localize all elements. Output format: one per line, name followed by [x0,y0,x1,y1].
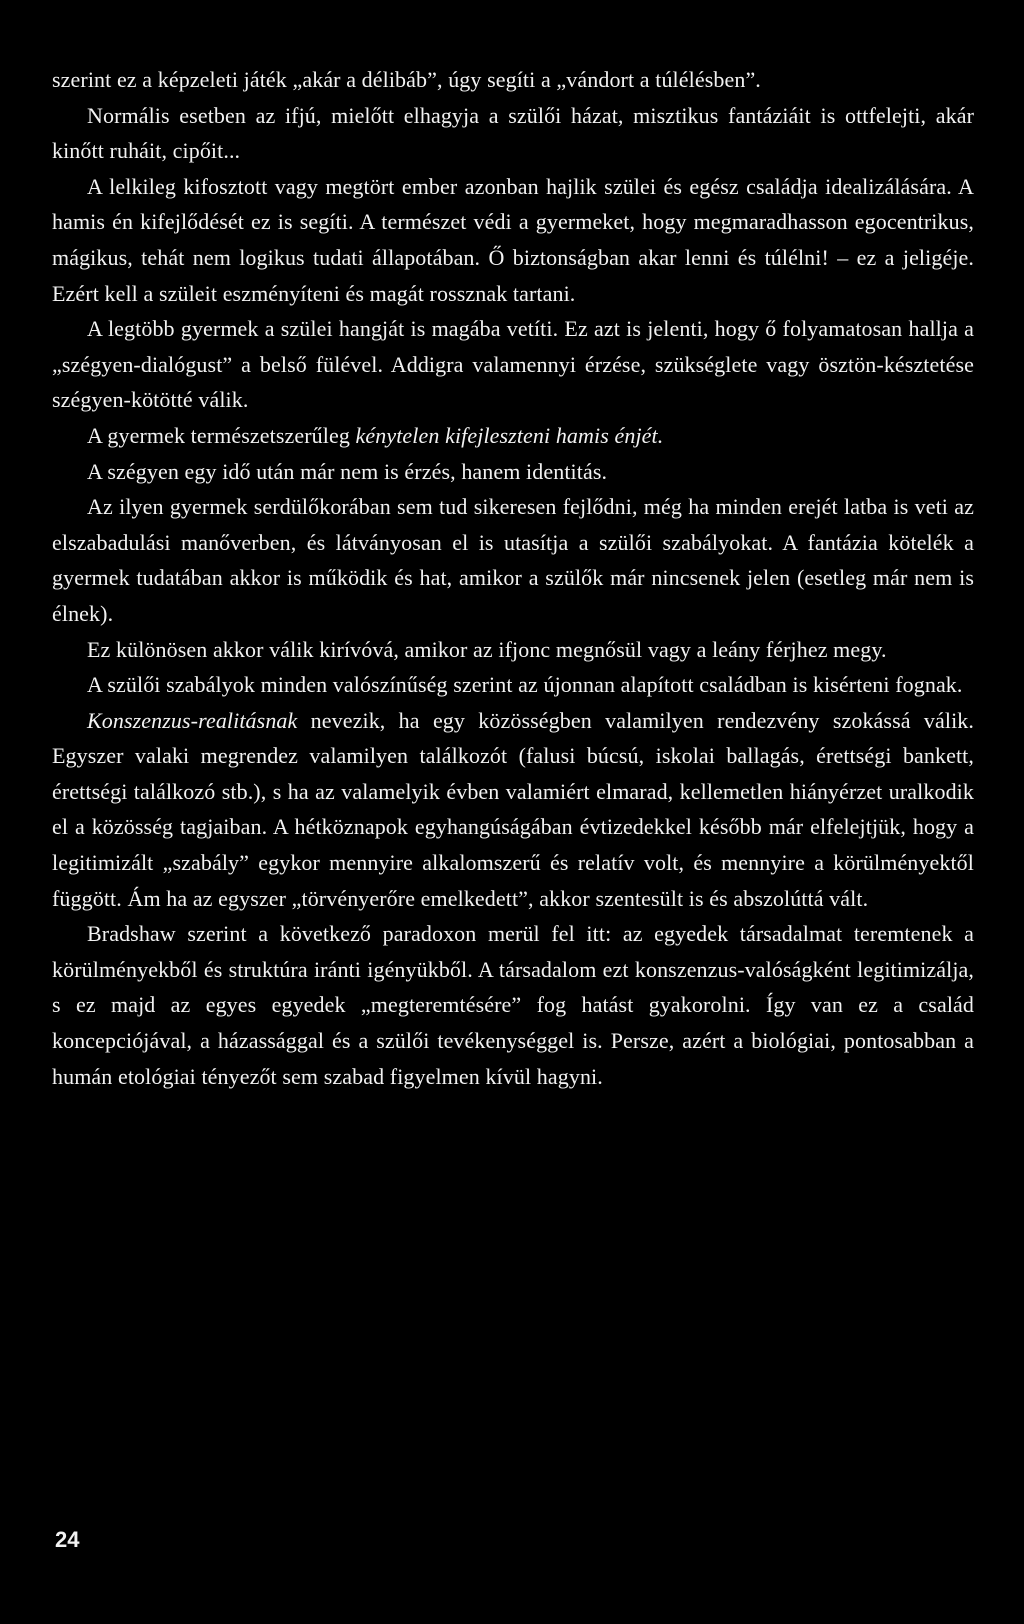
paragraph-1: szerint ez a képzeleti játék „akár a délibáb”, úgy segíti a „vándort a túlélésben”. [52,67,761,92]
paragraph-5-text: A gyermek természetszerűleg [87,422,356,448]
paragraph-8: Ez különösen akkor válik kirívóvá, amikor az ifjonc megnősül vagy a leány férjhez megy. [87,636,887,662]
page-number: 24 [55,1527,80,1552]
paragraph-10-emphasis: Konszenzus-realitásnak [87,707,298,733]
paragraph-7: Az ilyen gyermek serdülőkorában sem tud sikeresen fejlődni, még ha minden erejét latba is veti az elszabadulási manőverben, és látványosan el is utasítja a szülői szabályokat. A fantázia kötelék a gyermek tudatában akkor is működik és hat, amikor a szülők már nincsenek jelen (esetleg már nem is élnek). [52,494,974,626]
paragraph-4: A legtöbb gyermek a szülei hangját is magába vetíti. Ez azt is jelenti, hogy ő folyamatosan hallja a „szégyen-dialógust” a belső fülével. Addigra valamennyi érzése, szükséglete vagy ösztön-késztetése szégyen-kötötté válik. [52,316,974,413]
paragraph-11: Bradshaw szerint a következő paradoxon merül fel itt: az egyedek társadalmat teremtenek a körülményekből és struktúra iránti igényükből. A társadalom ezt konszenzus-valóságként legitimizálja, s ez majd az egyes egyedek „megteremtésére” fog hatást gyakorolni. Így van ez a család koncepciójával, a házassággal és a szülői tevékenységgel is. Persze, azért a biológiai, pontosabban a humán etológiai tényezőt sem szabad figyelmen kívül hagyni. [52,921,974,1089]
page-body [52,62,974,1094]
paragraph-3: A lelkileg kifosztott vagy megtört ember azonban hajlik szülei és egész családja idealizálására. A hamis én kifejlődését ez is segíti. A természet védi a gyermeket, hogy megmaradhasson egocentrikus, mágikus, tehát nem logikus tudati állapotában. Ő biztonságban akar lenni és túlélni! – ez a jeligéje. Ezért kell a szüleit eszményíteni és magát rossznak tartani. [52,173,974,306]
paragraph-9: A szülői szabályok minden valószínűség szerint az újonnan alapított családban is kisérteni fognak. [87,672,963,698]
paragraph-2: Normális esetben az ifjú, mielőtt elhagyja a szülői házat, misztikus fantáziáit is ottfelejti, akár kinőtt ruháit, cipőit... [52,102,974,164]
paragraph-10-text: nevezik, ha egy közösségben valamilyen rendezvény szokássá válik. Egyszer valaki megrendez valamilyen találkozót (falusi búcsú, iskolai ballagás, érettségi bankett, érettségi találkozó stb.), s ha az valamelyik évben valamiért elmarad, kellemetlen hiányérzet uralkodik el a közösség tagjaiban. A hétköznapok egyhangúságában évtizedekkel később már elfelejtjük, hogy a legitimizált „szabály” egykor mennyire alkalomszerű és relatív volt, és mennyire a körülményektől függött. Ám ha az egyszer „törvényerőre emelkedett”, akkor szentesült is és abszolúttá vált. [52,707,974,911]
paragraph-5 [52,418,974,454]
paragraph-6: A szégyen egy idő után már nem is érzés, hanem identitás. [87,458,608,484]
paragraph-10 [52,703,974,917]
paragraph-5-emphasis: kénytelen kifejleszteni hamis énjét. [355,422,664,448]
